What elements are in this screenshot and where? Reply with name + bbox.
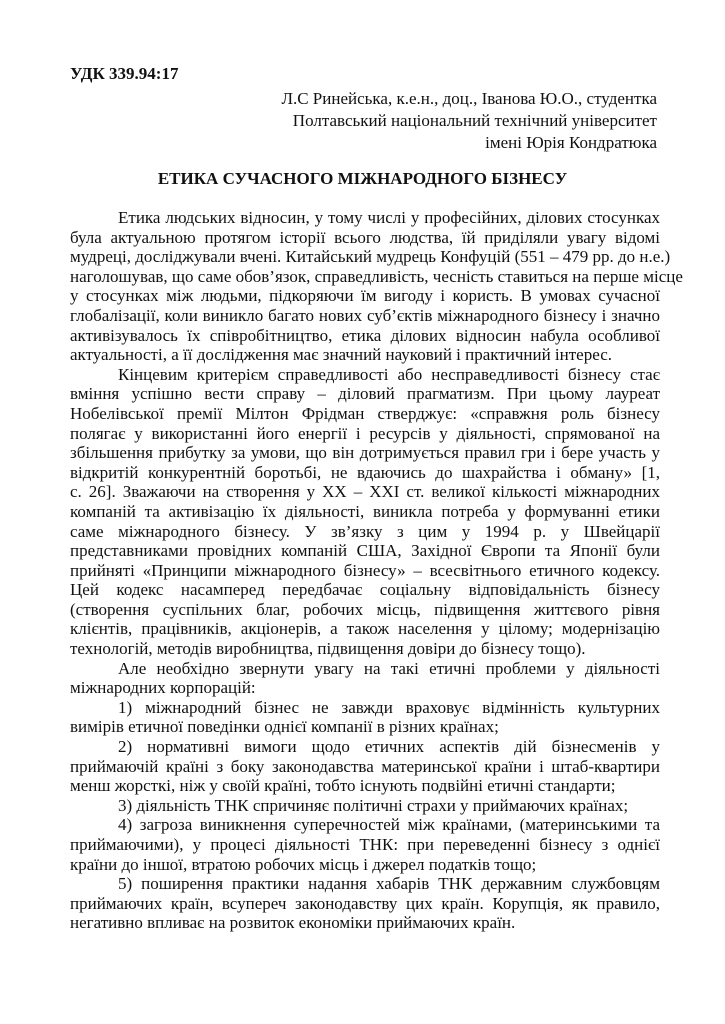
- text-line: технологій, методів виробництва, підвищення довіри до бізнесу тощо).: [70, 639, 586, 659]
- udk-code: УДК 339.94:17: [70, 64, 179, 83]
- text-line: приймаючій країні з боку законодавства материнської країни і штаб-квартири: [70, 756, 660, 776]
- article-body: [70, 208, 683, 933]
- text-line: негативно впливає на розвиток економіки приймаючих країн.: [70, 913, 516, 933]
- paragraph: [70, 698, 660, 737]
- paragraph: [70, 796, 660, 816]
- article-title: ЕТИКА СУЧАСНОГО МІЖНАРОДНОГО БІЗНЕСУ: [157, 169, 568, 188]
- text-line: міжнародних корпорацій:: [70, 678, 256, 698]
- text-line: вимірів етичної поведінки однієї компанії в різних країнах;: [70, 717, 499, 737]
- text-line: 2) нормативні вимоги щодо етичних аспектів дій бізнесменів у: [118, 737, 660, 757]
- text-line: полягає у використанні його енергії і ресурсів у діяльності, спрямованої на: [70, 423, 660, 443]
- text-line: була актуальною протягом історії всього людства, їй приділяли увагу відомі: [70, 227, 660, 247]
- text-line: Але необхідно звернути увагу на такі етичні проблеми у діяльності: [118, 658, 660, 678]
- text-line: активізувалось їх співробітництво, етика ділових відносин набула особливої: [70, 325, 660, 345]
- text-line: прийняті «Принципи міжнародного бізнесу» – всесвітнього етичного кодексу.: [70, 560, 660, 580]
- paragraph: [70, 208, 683, 365]
- paragraph: [70, 737, 660, 796]
- text-line: (створення суспільних благ, робочих місць, підвищення життєвого рівня: [70, 599, 660, 619]
- text-line: компаній та активізацію їх діяльності, виникла потреба у формуванні етики: [70, 501, 660, 521]
- text-line: відкритій конкурентній боротьбі, не вдаючись до шахрайства і обману» [1,: [70, 462, 660, 482]
- text-line: 1) міжнародний бізнес не завжди враховує відмінність культурних: [118, 697, 660, 717]
- text-line: менш жорсткі, ніж у своїй країні, тобто існують подвійні етичні стандарти;: [70, 776, 616, 796]
- text-line: представниками провідних компаній США, Західної Європи та Японії були: [70, 541, 660, 561]
- text-line: приймаючими), у процесі діяльності ТНК: при переведенні бізнесу з однієї: [70, 835, 660, 854]
- text-line: у стосунках між людьми, підкоряючи їм вигоду і користь. В умовах сучасної: [70, 286, 660, 306]
- text-line: Нобелівської премії Мілтон Фрідман стверджує: «справжня роль бізнесу: [70, 403, 660, 423]
- paragraph: [70, 815, 660, 874]
- paragraph: [70, 659, 660, 698]
- affiliation-line: Полтавський національний технічний університет: [292, 111, 657, 130]
- text-line: Цей кодекс насамперед передбачає соціальну відповідальність бізнесу: [70, 580, 660, 600]
- text-line: 5) поширення практики надання хабарів ТНК державним службовцям: [118, 874, 660, 894]
- affiliation-line: імені Юрія Кондратюка: [485, 133, 657, 152]
- paragraph: [70, 365, 660, 659]
- text-line: глобалізації, коли виникло багато нових суб’єктів міжнародного бізнесу і значно: [70, 305, 660, 325]
- text-line: Етика людських відносин, у тому числі у професійних, ділових стосунках: [118, 208, 660, 227]
- text-line: Кінцевим критерієм справедливості або несправедливості бізнесу стає: [118, 364, 660, 384]
- text-line: с. 26]. Зважаючи на створення у XX – XXI ст. великої кількості міжнародних: [70, 482, 660, 502]
- text-line: 4) загроза виникнення суперечностей між країнами, (материнськими та: [118, 815, 660, 835]
- text-line: 3) діяльність ТНК спричиняє політичні страхи у приймаючих країнах;: [118, 795, 629, 815]
- authors-line: Л.С Ринейська, к.е.н., доц., Іванова Ю.О., студентка: [281, 89, 657, 108]
- text-line: вміння успішно вести справу – діловий прагматизм. При цьому лауреат: [70, 384, 660, 404]
- text-line: країни до іншої, втратою робочих місць і джерел податків тощо;: [70, 854, 537, 874]
- text-line: приймаючих країн, всупереч законодавству цих країн. Корупція, як правило,: [70, 893, 660, 913]
- text-line: мудреці, досліджували вчені. Китайський мудрець Конфуцій (551 – 479 рр. до н.е.): [70, 247, 671, 267]
- text-line: актуальності, а її дослідження має значний науковий і практичний інтерес.: [70, 345, 612, 365]
- paragraph: [70, 874, 660, 933]
- text-line: збільшення прибутку за умови, що він дотримується правил гри і бере участь у: [70, 443, 660, 463]
- text-line: клієнтів, працівників, акціонерів, а також населення у цілому; модернізацію: [70, 619, 660, 639]
- authors-block: [281, 88, 657, 154]
- text-line: наголошував, що саме обов’язок, справедливість, чесність ставиться на перше місце: [70, 266, 683, 286]
- text-line: саме міжнародного бізнесу. У зв’язку з цим у 1994 р. у Швейцарії: [70, 521, 660, 541]
